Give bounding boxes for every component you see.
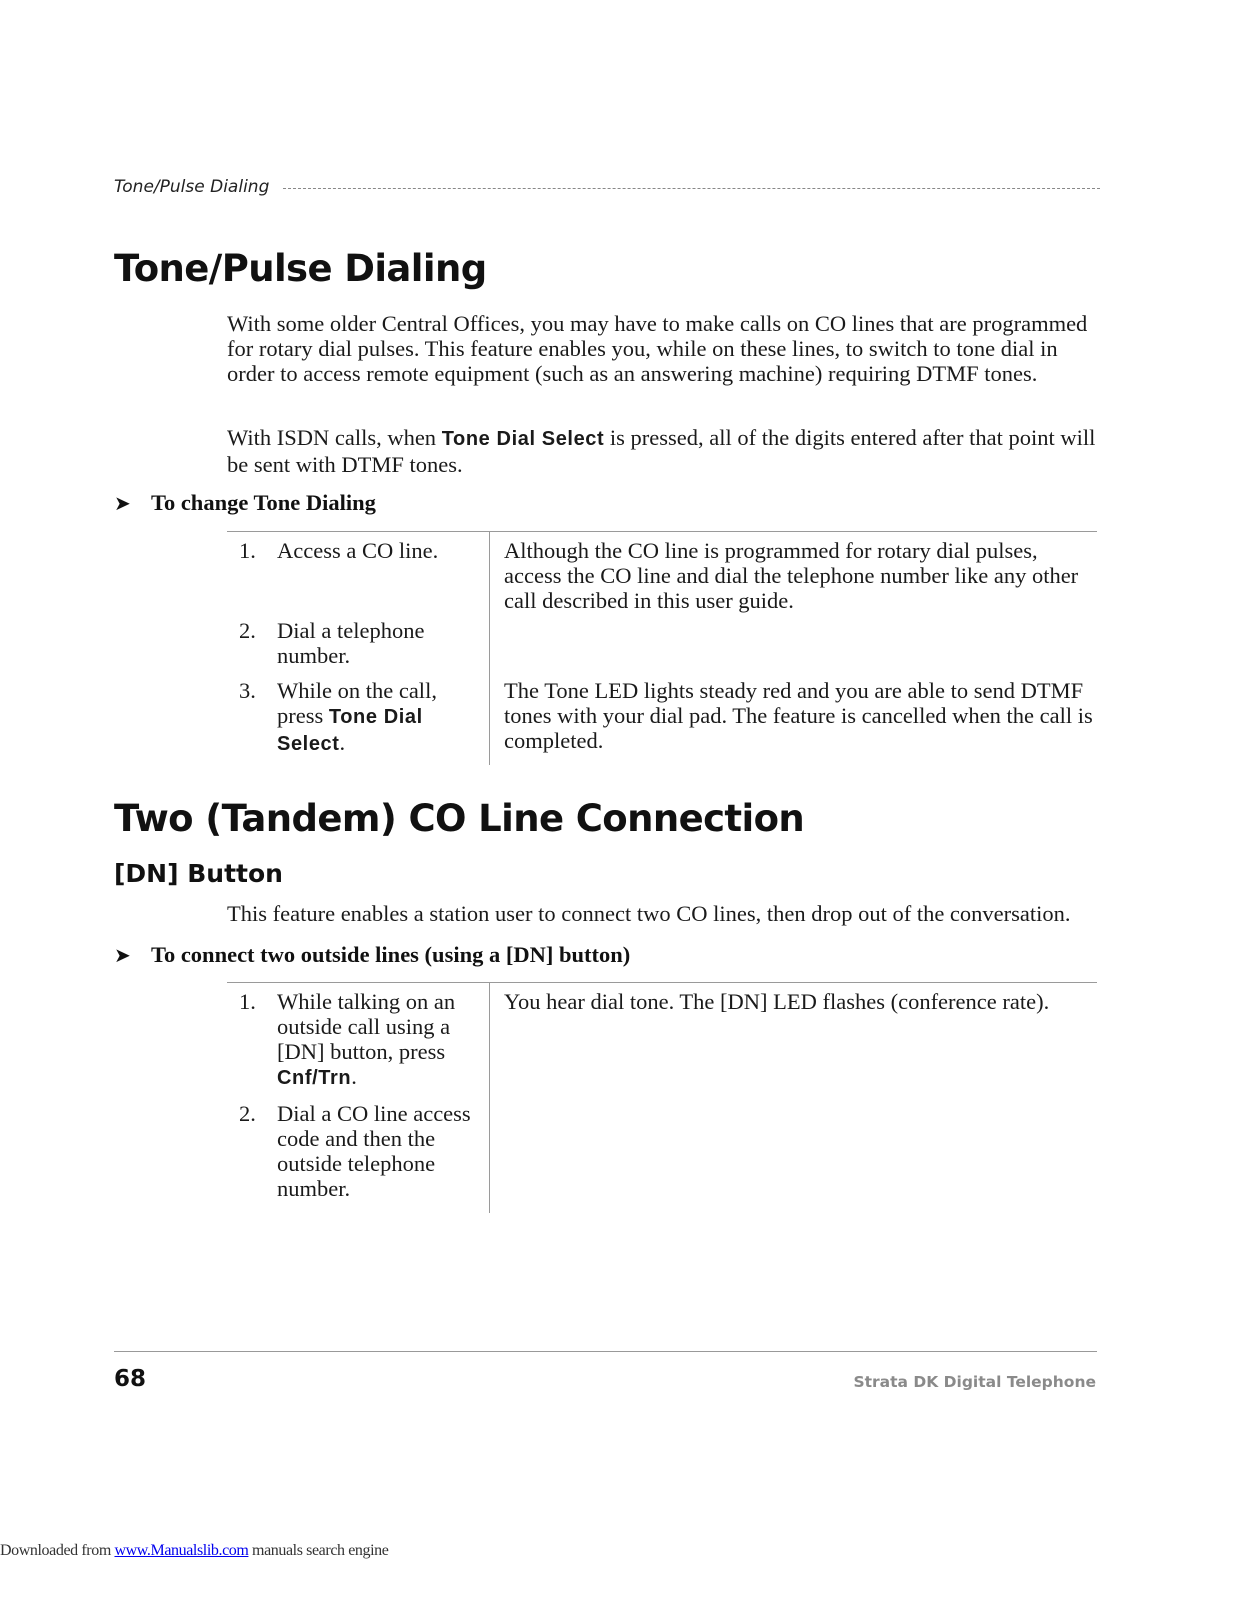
download-bar (0, 1542, 388, 1560)
step-text: Dial a CO line access code and then the outside telephone number. (277, 1101, 471, 1201)
procedure-heading-tone (114, 490, 376, 516)
key-tone-dial-select: Tone Dial Select (277, 706, 423, 755)
running-head (114, 177, 1100, 197)
steps-table-tone (227, 531, 1097, 765)
step-text (277, 989, 467, 1101)
para2-post: is pressed, all of the digits entered after that point will be sent with DTMF tones. (227, 425, 1096, 477)
running-head-rule (283, 188, 1100, 189)
step-number: 1. (239, 989, 256, 1014)
procedure-title: To change Tone Dialing (151, 490, 376, 515)
step-note (490, 1101, 1097, 1213)
step-action (227, 983, 490, 1101)
step-number: 2. (239, 618, 256, 643)
section1-paragraph-1: With some older Central Offices, you may have to make calls on CO lines that are programmed for rotary dial pulses. This feature enables you, while on these lines, to switch to tone dial in order to access remote equipment (such as an answering machine) requiring DTMF tones. (227, 311, 1088, 386)
step-row (227, 532, 1097, 618)
download-prefix: Downloaded from (0, 1542, 115, 1559)
procedure-title: To connect two outside lines (using a [DN] button) (151, 942, 631, 967)
procedure-heading-dn (114, 942, 630, 968)
step-action (227, 678, 490, 765)
step-text: Dial a telephone number. (277, 618, 425, 668)
step-row (227, 1101, 1097, 1213)
step-action (227, 532, 490, 618)
manualslib-link[interactable]: www.Manualslib.com (114, 1542, 249, 1559)
step-note: The Tone LED lights steady red and you are able to send DTMF tones with your dial pad. The feature is cancelled when the call is completed. (504, 678, 1093, 753)
step-row (227, 678, 1097, 765)
steps-table-dn (227, 982, 1097, 1213)
step-text (277, 678, 477, 765)
step-text: Access a CO line. (277, 538, 439, 563)
running-head-text: Tone/Pulse Dialing (114, 177, 270, 197)
book-title: Strata DK Digital Telephone (853, 1373, 1096, 1391)
step-note (490, 618, 1097, 678)
section1-paragraph-2 (227, 425, 1102, 477)
step-number: 1. (239, 538, 256, 563)
step-action (227, 1101, 490, 1213)
page-number: 68 (114, 1366, 147, 1392)
step-row (227, 618, 1097, 678)
step-text-pre: While talking on an outside call using a [DN] button, press (277, 989, 456, 1064)
key-cnf-trn: Cnf/Trn (277, 1067, 352, 1089)
step-note: You hear dial tone. The [DN] LED flashes (conference rate). (504, 989, 1050, 1014)
section-title-tandem: Two (Tandem) CO Line Connection (114, 797, 805, 840)
step-row (227, 983, 1097, 1101)
step-number: 3. (239, 678, 256, 703)
step-text-pre: While on the call, press (277, 678, 437, 728)
para2-pre: With ISDN calls, when (227, 425, 442, 450)
subsection-title-dn-button: [DN] Button (114, 859, 283, 888)
step-number: 2. (239, 1101, 256, 1126)
step-text-post: . (339, 730, 346, 755)
section-title-tone-pulse: Tone/Pulse Dialing (114, 247, 487, 290)
footer-rule (114, 1351, 1097, 1352)
key-tone-dial-select: Tone Dial Select (441, 428, 605, 450)
step-action (227, 618, 490, 678)
download-suffix: manuals search engine (248, 1542, 389, 1559)
section2-paragraph: This feature enables a station user to connect two CO lines, then drop out of the conversation. (227, 901, 1071, 926)
arrow-icon: ➤ (114, 491, 131, 515)
step-note: Although the CO line is programmed for rotary dial pulses, access the CO line and dial the telephone number like any other call described in this user guide. (504, 538, 1079, 613)
step-text-post: . (351, 1064, 357, 1089)
arrow-icon: ➤ (114, 943, 131, 967)
